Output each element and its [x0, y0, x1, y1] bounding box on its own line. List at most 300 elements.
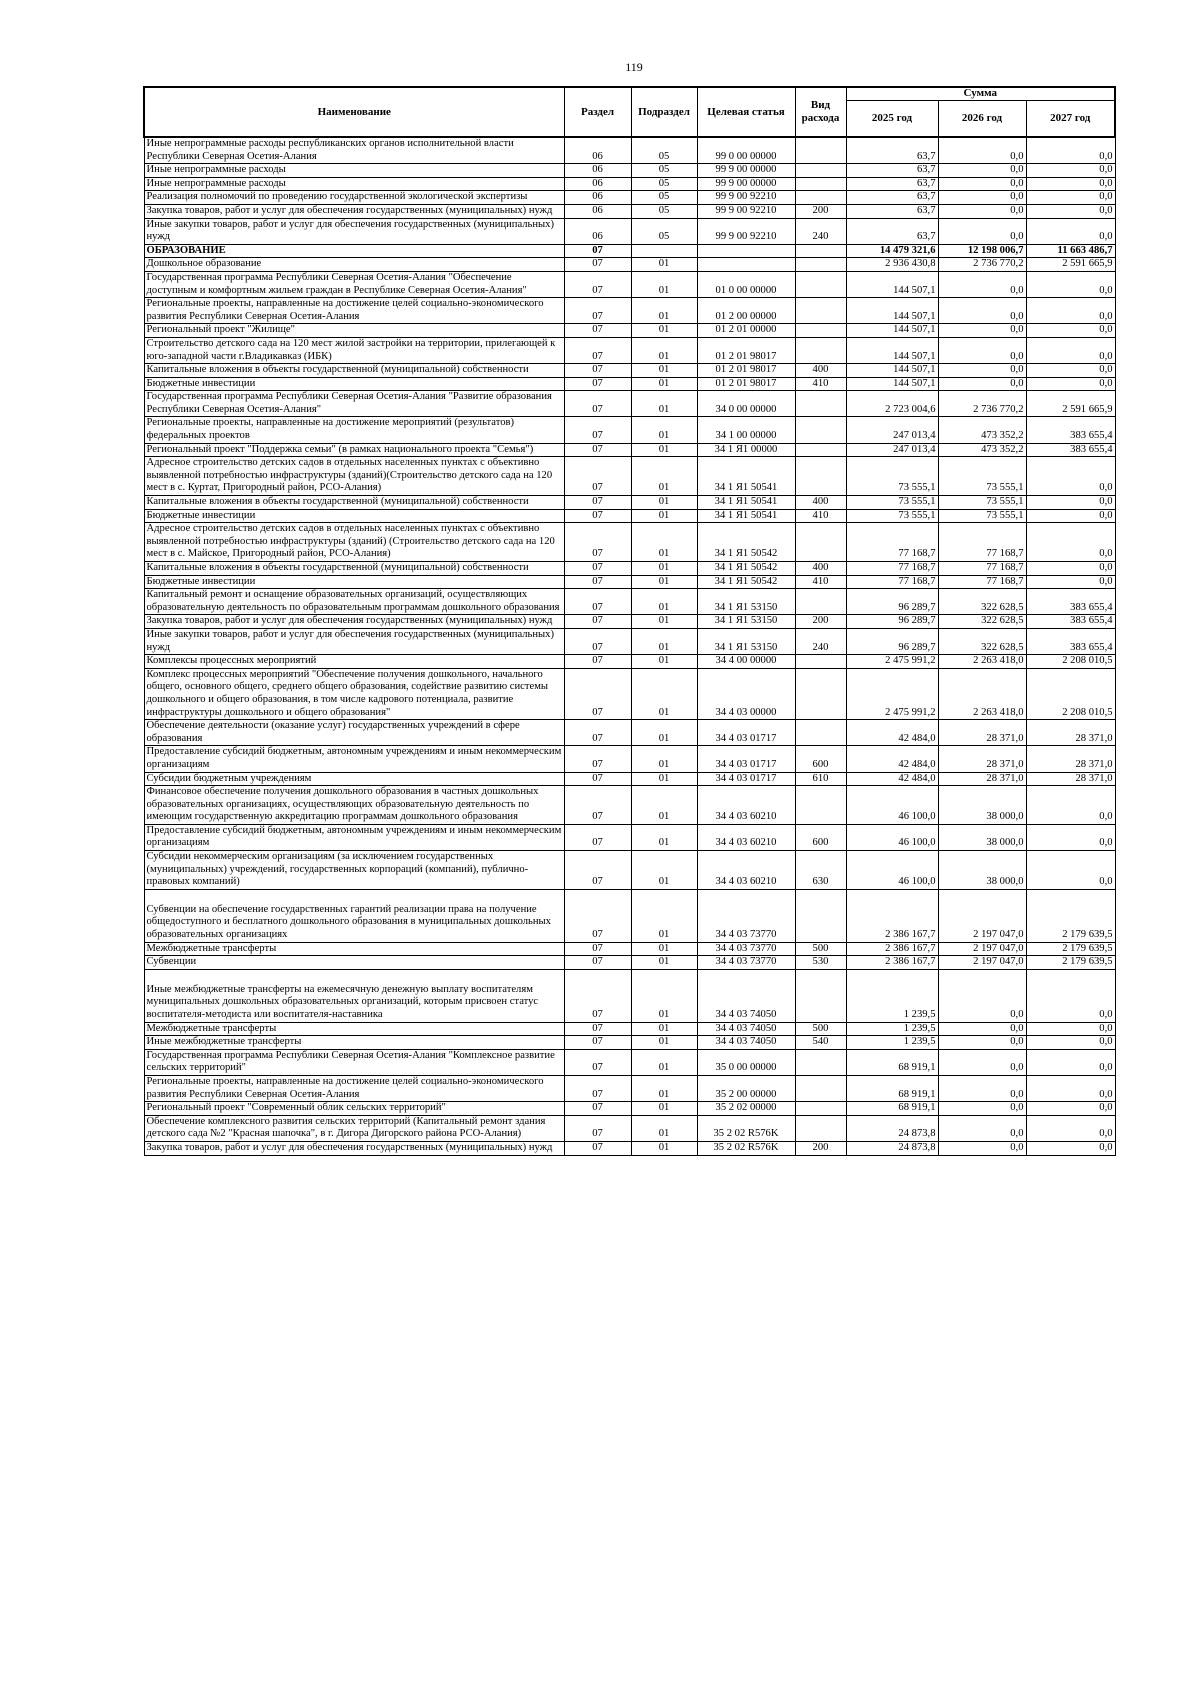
budget-table — [143, 86, 1116, 1156]
row-name: Иные непрограммные расходы — [144, 164, 564, 178]
row-subsection: 05 — [631, 137, 697, 164]
row-name: Капитальные вложения в объекты государственной (муниципальной) собственности — [144, 562, 564, 576]
row-sum-2027: 383 655,4 — [1026, 628, 1115, 654]
row-sum-2027: 0,0 — [1026, 164, 1115, 178]
row-subsection: 01 — [631, 746, 697, 772]
row-expense-type: 500 — [795, 1022, 846, 1036]
row-expense-type — [795, 457, 846, 496]
row-subsection: 05 — [631, 164, 697, 178]
row-target: 34 4 03 60210 — [697, 851, 795, 890]
row-name: Обеспечение деятельности (оказание услуг) государственных учреждений в сфере образования — [144, 720, 564, 746]
table-row — [144, 364, 1115, 378]
row-target: 35 2 02 00000 — [697, 1102, 795, 1116]
row-target: 99 9 00 92210 — [697, 218, 795, 244]
row-target: 34 4 03 73770 — [697, 942, 795, 956]
row-sum-2027: 0,0 — [1026, 1022, 1115, 1036]
row-expense-type — [795, 391, 846, 417]
row-section: 07 — [564, 417, 631, 443]
row-name: Иные непрограммные расходы республиканских органов исполнительной власти Республики Северная Осетия-Алания — [144, 137, 564, 164]
row-sum-2025: 2 386 167,7 — [846, 942, 938, 956]
row-target: 01 2 01 98017 — [697, 337, 795, 363]
row-subsection: 01 — [631, 1141, 697, 1155]
row-sum-2026: 0,0 — [938, 324, 1026, 338]
row-sum-2025: 63,7 — [846, 164, 938, 178]
header-year-2026: 2026 год — [938, 100, 1026, 137]
row-expense-type: 600 — [795, 746, 846, 772]
row-subsection: 01 — [631, 298, 697, 324]
row-section: 07 — [564, 956, 631, 970]
table-row — [144, 244, 1115, 258]
row-sum-2025: 144 507,1 — [846, 324, 938, 338]
row-subsection: 01 — [631, 496, 697, 510]
row-section: 07 — [564, 298, 631, 324]
row-sum-2025: 2 936 430,8 — [846, 258, 938, 272]
row-sum-2026: 322 628,5 — [938, 628, 1026, 654]
row-sum-2026: 0,0 — [938, 164, 1026, 178]
row-target: 34 4 03 73770 — [697, 889, 795, 942]
row-sum-2027: 0,0 — [1026, 496, 1115, 510]
row-target — [697, 244, 795, 258]
row-name: Межбюджетные трансферты — [144, 1022, 564, 1036]
row-sum-2026: 0,0 — [938, 191, 1026, 205]
table-row — [144, 720, 1115, 746]
row-section: 07 — [564, 720, 631, 746]
row-expense-type — [795, 655, 846, 669]
table-row — [144, 417, 1115, 443]
row-subsection: 05 — [631, 177, 697, 191]
row-sum-2025: 144 507,1 — [846, 364, 938, 378]
row-name: Капитальные вложения в объекты государственной (муниципальной) собственности — [144, 364, 564, 378]
table-row — [144, 956, 1115, 970]
row-expense-type: 200 — [795, 1141, 846, 1155]
row-sum-2027: 11 663 486,7 — [1026, 244, 1115, 258]
table-row — [144, 824, 1115, 850]
row-sum-2027: 0,0 — [1026, 509, 1115, 523]
row-name: Субсидии бюджетным учреждениям — [144, 772, 564, 786]
row-sum-2027: 0,0 — [1026, 1049, 1115, 1075]
row-sum-2025: 46 100,0 — [846, 851, 938, 890]
row-expense-type: 400 — [795, 364, 846, 378]
row-sum-2026: 0,0 — [938, 204, 1026, 218]
row-subsection: 01 — [631, 956, 697, 970]
row-subsection: 05 — [631, 191, 697, 205]
row-sum-2026: 0,0 — [938, 298, 1026, 324]
row-subsection: 01 — [631, 324, 697, 338]
row-sum-2025: 96 289,7 — [846, 589, 938, 615]
row-sum-2027: 0,0 — [1026, 562, 1115, 576]
row-name: Реализация полномочий по проведению государственной экологической экспертизы — [144, 191, 564, 205]
row-section: 07 — [564, 889, 631, 942]
row-subsection: 01 — [631, 942, 697, 956]
row-section: 07 — [564, 457, 631, 496]
row-sum-2025: 42 484,0 — [846, 746, 938, 772]
row-sum-2026: 473 352,2 — [938, 417, 1026, 443]
row-sum-2026: 2 736 770,2 — [938, 258, 1026, 272]
row-sum-2025: 68 919,1 — [846, 1102, 938, 1116]
row-sum-2025: 1 239,5 — [846, 1022, 938, 1036]
table-body — [144, 137, 1115, 1155]
row-subsection: 01 — [631, 720, 697, 746]
row-target: 34 1 Я1 50542 — [697, 575, 795, 589]
row-target: 01 2 01 98017 — [697, 377, 795, 391]
row-sum-2027: 2 591 665,9 — [1026, 258, 1115, 272]
row-name: Государственная программа Республики Северная Осетия-Алания "Комплексное развитие сельских территорий" — [144, 1049, 564, 1075]
row-sum-2027: 0,0 — [1026, 969, 1115, 1022]
row-sum-2026: 0,0 — [938, 1115, 1026, 1141]
row-name: Бюджетные инвестиции — [144, 575, 564, 589]
row-expense-type — [795, 177, 846, 191]
row-section: 07 — [564, 1022, 631, 1036]
row-sum-2027: 0,0 — [1026, 377, 1115, 391]
row-expense-type — [795, 1075, 846, 1101]
row-sum-2026: 73 555,1 — [938, 509, 1026, 523]
table-row — [144, 786, 1115, 825]
row-section: 07 — [564, 244, 631, 258]
row-section: 07 — [564, 824, 631, 850]
row-subsection: 01 — [631, 523, 697, 562]
row-subsection: 01 — [631, 443, 697, 457]
table-row — [144, 628, 1115, 654]
row-target: 01 2 01 98017 — [697, 364, 795, 378]
table-row — [144, 1075, 1115, 1101]
row-sum-2026: 0,0 — [938, 1141, 1026, 1155]
row-section: 07 — [564, 655, 631, 669]
table-row — [144, 218, 1115, 244]
table-row — [144, 391, 1115, 417]
table-row — [144, 509, 1115, 523]
row-target: 01 2 01 00000 — [697, 324, 795, 338]
row-section: 07 — [564, 562, 631, 576]
row-sum-2025: 2 723 004,6 — [846, 391, 938, 417]
row-subsection: 01 — [631, 969, 697, 1022]
row-subsection: 01 — [631, 668, 697, 719]
row-expense-type — [795, 1102, 846, 1116]
row-sum-2027: 383 655,4 — [1026, 417, 1115, 443]
row-sum-2027: 0,0 — [1026, 137, 1115, 164]
row-section: 07 — [564, 851, 631, 890]
row-expense-type — [795, 969, 846, 1022]
table-row — [144, 298, 1115, 324]
row-expense-type: 610 — [795, 772, 846, 786]
row-sum-2025: 68 919,1 — [846, 1049, 938, 1075]
row-target: 34 4 03 01717 — [697, 772, 795, 786]
row-name: Адресное строительство детских садов в отдельных населенных пунктах с объективно выявленной потребностью инфраструктуры (зданий)(Строительство детского сада на 120 мест в с. Куртат, Пригородный район, РСО-Алания) — [144, 457, 564, 496]
row-target: 34 4 03 60210 — [697, 786, 795, 825]
row-sum-2026: 0,0 — [938, 1036, 1026, 1050]
row-sum-2027: 0,0 — [1026, 271, 1115, 297]
row-sum-2026: 473 352,2 — [938, 443, 1026, 457]
row-section: 07 — [564, 1115, 631, 1141]
row-name: ОБРАЗОВАНИЕ — [144, 244, 564, 258]
row-sum-2026: 0,0 — [938, 1102, 1026, 1116]
row-sum-2027: 28 371,0 — [1026, 720, 1115, 746]
row-section: 06 — [564, 218, 631, 244]
row-expense-type — [795, 443, 846, 457]
row-name: Комплексы процессных мероприятий — [144, 655, 564, 669]
table-row — [144, 655, 1115, 669]
row-sum-2026: 0,0 — [938, 218, 1026, 244]
row-sum-2025: 96 289,7 — [846, 628, 938, 654]
row-expense-type — [795, 324, 846, 338]
row-expense-type: 240 — [795, 218, 846, 244]
row-sum-2025: 73 555,1 — [846, 509, 938, 523]
row-section: 07 — [564, 942, 631, 956]
row-name: Бюджетные инвестиции — [144, 509, 564, 523]
row-sum-2026: 2 263 418,0 — [938, 655, 1026, 669]
row-section: 06 — [564, 191, 631, 205]
row-name: Комплекс процессных мероприятий "Обеспечение получения дошкольного, начального общего, основного общего, среднего общего образования, содействие развитию системы дошкольного и общего образования, в том числе кадрового потенциала, развитие инфраструктуры дошкольного и общего образования" — [144, 668, 564, 719]
row-expense-type: 410 — [795, 377, 846, 391]
row-name: Субсидии некоммерческим организациям (за исключением государственных (муниципальных) учреждений, государственных корпораций (компаний), публично-правовых компаний) — [144, 851, 564, 890]
row-target: 34 1 00 00000 — [697, 417, 795, 443]
row-sum-2027: 2 179 639,5 — [1026, 956, 1115, 970]
table-row — [144, 523, 1115, 562]
row-name: Иные межбюджетные трансферты — [144, 1036, 564, 1050]
table-row — [144, 457, 1115, 496]
table-row — [144, 575, 1115, 589]
header-section: Раздел — [564, 87, 631, 137]
row-subsection: 05 — [631, 204, 697, 218]
row-section: 07 — [564, 324, 631, 338]
row-sum-2026: 0,0 — [938, 337, 1026, 363]
table-row — [144, 204, 1115, 218]
table-row — [144, 271, 1115, 297]
row-expense-type — [795, 164, 846, 178]
row-subsection: 01 — [631, 889, 697, 942]
table-header — [144, 87, 1115, 137]
row-section: 07 — [564, 772, 631, 786]
row-section: 07 — [564, 786, 631, 825]
row-sum-2026: 12 198 006,7 — [938, 244, 1026, 258]
row-subsection: 01 — [631, 1075, 697, 1101]
row-subsection: 01 — [631, 377, 697, 391]
row-sum-2026: 0,0 — [938, 1075, 1026, 1101]
row-sum-2027: 0,0 — [1026, 191, 1115, 205]
row-subsection: 05 — [631, 218, 697, 244]
row-sum-2027: 0,0 — [1026, 1075, 1115, 1101]
row-expense-type: 530 — [795, 956, 846, 970]
row-name: Иные непрограммные расходы — [144, 177, 564, 191]
row-target: 34 1 Я1 50541 — [697, 509, 795, 523]
row-section: 07 — [564, 443, 631, 457]
row-name: Адресное строительство детских садов в отдельных населенных пунктах с объективно выявленной потребностью инфраструктуры (зданий) (Строительство детского сада на 120 мест в с. Майское, Пригородный район, РСО-Алания) — [144, 523, 564, 562]
row-sum-2025: 2 386 167,7 — [846, 889, 938, 942]
row-sum-2025: 63,7 — [846, 177, 938, 191]
row-sum-2026: 0,0 — [938, 271, 1026, 297]
row-sum-2025: 247 013,4 — [846, 443, 938, 457]
table-row — [144, 1115, 1115, 1141]
row-name: Межбюджетные трансферты — [144, 942, 564, 956]
row-expense-type — [795, 417, 846, 443]
row-sum-2027: 0,0 — [1026, 1102, 1115, 1116]
row-name: Обеспечение комплексного развития сельских территорий (Капитальный ремонт здания детского сада №2 "Красная шапочка", в г. Дигора Дигорского района РСО-Алания) — [144, 1115, 564, 1141]
row-expense-type: 240 — [795, 628, 846, 654]
row-section: 07 — [564, 364, 631, 378]
row-sum-2027: 0,0 — [1026, 575, 1115, 589]
row-section: 06 — [564, 137, 631, 164]
table-row — [144, 258, 1115, 272]
header-year-2027: 2027 год — [1026, 100, 1115, 137]
row-section: 06 — [564, 177, 631, 191]
row-subsection: 01 — [631, 772, 697, 786]
row-target: 34 4 03 74050 — [697, 969, 795, 1022]
row-sum-2026: 28 371,0 — [938, 772, 1026, 786]
row-sum-2027: 0,0 — [1026, 851, 1115, 890]
table-row — [144, 1141, 1115, 1155]
header-sum: Сумма — [846, 87, 1115, 100]
row-sum-2027: 0,0 — [1026, 218, 1115, 244]
row-subsection: 01 — [631, 562, 697, 576]
row-expense-type: 540 — [795, 1036, 846, 1050]
row-sum-2025: 247 013,4 — [846, 417, 938, 443]
row-subsection: 01 — [631, 655, 697, 669]
row-target: 34 1 Я1 53150 — [697, 615, 795, 629]
row-name: Строительство детского сада на 120 мест жилой застройки на территории, прилегающей к юго-западной части г.Владикавказ (ИБК) — [144, 337, 564, 363]
table-row — [144, 496, 1115, 510]
row-expense-type — [795, 720, 846, 746]
row-name: Финансовое обеспечение получения дошкольного образования в частных дошкольных образовательных организациях, осуществляющих образовательную деятельность по имеющим государственную аккредитацию программам дошкольного образования — [144, 786, 564, 825]
row-sum-2025: 24 873,8 — [846, 1115, 938, 1141]
row-expense-type: 410 — [795, 575, 846, 589]
table-row — [144, 191, 1115, 205]
row-subsection: 01 — [631, 1022, 697, 1036]
row-section: 06 — [564, 204, 631, 218]
row-sum-2027: 383 655,4 — [1026, 615, 1115, 629]
row-expense-type: 200 — [795, 204, 846, 218]
table-row — [144, 443, 1115, 457]
header-subsection: Подраздел — [631, 87, 697, 137]
table-row — [144, 164, 1115, 178]
row-sum-2027: 0,0 — [1026, 786, 1115, 825]
row-name: Капитальный ремонт и оснащение образовательных организаций, осуществляющих образовательную деятельность по образовательным программам дошкольного образования — [144, 589, 564, 615]
row-sum-2025: 63,7 — [846, 191, 938, 205]
row-expense-type — [795, 191, 846, 205]
row-sum-2026: 38 000,0 — [938, 786, 1026, 825]
row-sum-2025: 14 479 321,6 — [846, 244, 938, 258]
row-sum-2026: 0,0 — [938, 364, 1026, 378]
row-sum-2026: 77 168,7 — [938, 523, 1026, 562]
row-section: 07 — [564, 1036, 631, 1050]
row-section: 07 — [564, 615, 631, 629]
row-target: 34 4 00 00000 — [697, 655, 795, 669]
row-sum-2027: 2 591 665,9 — [1026, 391, 1115, 417]
row-target: 01 0 00 00000 — [697, 271, 795, 297]
row-section: 07 — [564, 1049, 631, 1075]
row-section: 07 — [564, 969, 631, 1022]
table-row — [144, 1022, 1115, 1036]
row-section: 07 — [564, 589, 631, 615]
row-sum-2025: 63,7 — [846, 204, 938, 218]
row-name: Закупка товаров, работ и услуг для обеспечения государственных (муниципальных) нужд — [144, 1141, 564, 1155]
row-subsection: 01 — [631, 258, 697, 272]
row-sum-2025: 63,7 — [846, 218, 938, 244]
row-expense-type — [795, 337, 846, 363]
row-sum-2025: 68 919,1 — [846, 1075, 938, 1101]
row-subsection: 01 — [631, 457, 697, 496]
row-subsection: 01 — [631, 575, 697, 589]
row-sum-2025: 2 386 167,7 — [846, 956, 938, 970]
row-subsection: 01 — [631, 824, 697, 850]
row-section: 07 — [564, 337, 631, 363]
row-sum-2027: 0,0 — [1026, 457, 1115, 496]
row-subsection: 01 — [631, 364, 697, 378]
row-section: 07 — [564, 523, 631, 562]
row-sum-2025: 144 507,1 — [846, 271, 938, 297]
row-sum-2025: 73 555,1 — [846, 457, 938, 496]
row-target: 34 4 03 60210 — [697, 824, 795, 850]
row-subsection: 01 — [631, 391, 697, 417]
header-year-2025: 2025 год — [846, 100, 938, 137]
row-sum-2027: 2 179 639,5 — [1026, 889, 1115, 942]
row-sum-2026: 322 628,5 — [938, 615, 1026, 629]
row-section: 07 — [564, 668, 631, 719]
row-sum-2025: 77 168,7 — [846, 575, 938, 589]
row-expense-type — [795, 137, 846, 164]
row-sum-2025: 77 168,7 — [846, 562, 938, 576]
row-subsection: 01 — [631, 337, 697, 363]
row-target: 99 9 00 00000 — [697, 177, 795, 191]
row-expense-type — [795, 786, 846, 825]
row-expense-type — [795, 1115, 846, 1141]
row-name: Закупка товаров, работ и услуг для обеспечения государственных (муниципальных) нужд — [144, 204, 564, 218]
row-name: Субвенции на обеспечение государственных гарантий реализации права на получение общедоступного и бесплатного дошкольного образования в муниципальных дошкольных образовательных организациях — [144, 889, 564, 942]
row-sum-2026: 0,0 — [938, 1022, 1026, 1036]
row-sum-2026: 2 197 047,0 — [938, 889, 1026, 942]
row-expense-type — [795, 889, 846, 942]
row-subsection: 01 — [631, 271, 697, 297]
row-sum-2027: 2 208 010,5 — [1026, 668, 1115, 719]
table-row — [144, 615, 1115, 629]
table-row — [144, 562, 1115, 576]
row-name: Закупка товаров, работ и услуг для обеспечения государственных (муниципальных) нужд — [144, 615, 564, 629]
row-sum-2025: 144 507,1 — [846, 377, 938, 391]
row-target: 34 1 Я1 50541 — [697, 496, 795, 510]
row-subsection: 01 — [631, 851, 697, 890]
row-target: 34 1 Я1 50541 — [697, 457, 795, 496]
row-expense-type — [795, 244, 846, 258]
row-target: 34 1 Я1 00000 — [697, 443, 795, 457]
row-sum-2026: 2 197 047,0 — [938, 956, 1026, 970]
row-sum-2026: 73 555,1 — [938, 457, 1026, 496]
row-expense-type: 400 — [795, 562, 846, 576]
table-row — [144, 772, 1115, 786]
row-target: 35 2 02 R576K — [697, 1141, 795, 1155]
row-subsection: 01 — [631, 1115, 697, 1141]
row-sum-2027: 0,0 — [1026, 1115, 1115, 1141]
row-sum-2026: 38 000,0 — [938, 851, 1026, 890]
row-subsection: 01 — [631, 417, 697, 443]
row-sum-2027: 383 655,4 — [1026, 589, 1115, 615]
row-target — [697, 258, 795, 272]
row-sum-2026: 73 555,1 — [938, 496, 1026, 510]
row-expense-type — [795, 523, 846, 562]
row-sum-2025: 42 484,0 — [846, 772, 938, 786]
table-row — [144, 851, 1115, 890]
row-subsection: 01 — [631, 786, 697, 825]
row-sum-2025: 1 239,5 — [846, 1036, 938, 1050]
row-sum-2025: 96 289,7 — [846, 615, 938, 629]
row-target: 35 0 00 00000 — [697, 1049, 795, 1075]
row-sum-2027: 0,0 — [1026, 824, 1115, 850]
row-name: Бюджетные инвестиции — [144, 377, 564, 391]
row-section: 07 — [564, 496, 631, 510]
row-sum-2026: 2 263 418,0 — [938, 668, 1026, 719]
row-expense-type — [795, 589, 846, 615]
row-name: Региональный проект "Современный облик сельских территорий" — [144, 1102, 564, 1116]
row-name: Иные межбюджетные трансферты на ежемесячную денежную выплату воспитателям муниципальных дошкольных образовательных организаций, которым присвоен статус воспитателя-методиста или воспитателя-наставника — [144, 969, 564, 1022]
row-expense-type — [795, 271, 846, 297]
row-expense-type: 500 — [795, 942, 846, 956]
